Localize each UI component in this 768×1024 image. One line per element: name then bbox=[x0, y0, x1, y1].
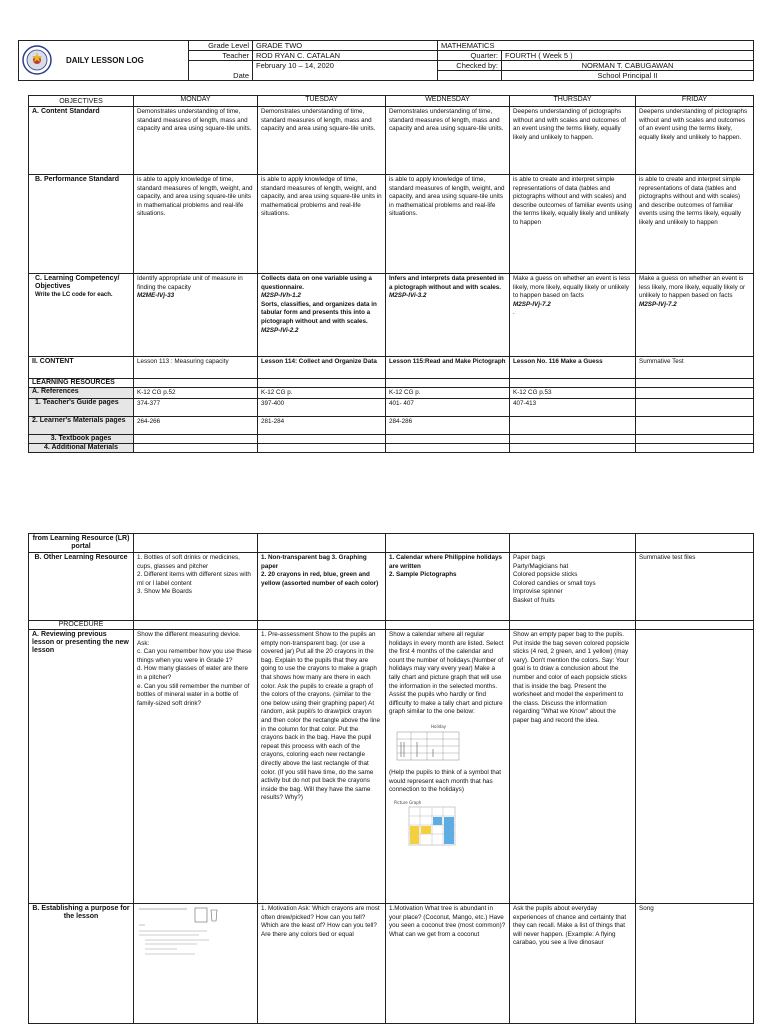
performance-standard-tue: is able to apply knowledge of time, standard measures of length, weight, and capacity, and area using square-tile units in mathematical problems and real-life situations. bbox=[258, 175, 386, 274]
teachers-guide-label: 1. Teacher's Guide pages bbox=[29, 399, 134, 417]
learning-resources-label: LEARNING RESOURCES bbox=[29, 379, 134, 388]
seal-cell bbox=[19, 41, 189, 81]
reviewing-wed-2: (Help the pupils to think of a symbol that would represent each month that has connection to the holidays) bbox=[389, 768, 502, 794]
date-label: Date bbox=[189, 61, 253, 81]
other-fri: Summative test files bbox=[636, 553, 754, 621]
quarter-label: Quarter: bbox=[438, 51, 502, 61]
lesson-table-top bbox=[28, 95, 754, 453]
grade-level-value: GRADE TWO bbox=[253, 41, 438, 51]
measuring-devices-image bbox=[137, 905, 227, 963]
quarter-value: FOURTH ( Week 5 ) bbox=[502, 51, 754, 61]
day-tuesday: TUESDAY bbox=[258, 96, 386, 107]
performance-standard-thu: is able to create and interpret simple representations of data (tables and pictographs without and with scales) and describe outcomes of familiar events using the terms likely, equally likely and unlikely to happen bbox=[510, 175, 636, 274]
competency-label: C. Learning Competency/ Objectives bbox=[35, 275, 120, 290]
procedure-label: PROCEDURE bbox=[29, 621, 134, 630]
teacher-value: ROD RYAN C. CATALAN bbox=[253, 51, 438, 61]
competency-tue-text: Collects data on one variable using a questionnaire. bbox=[261, 275, 372, 291]
establishing-tue: 1. Motivation Ask: Which crayons are most often drew/picked? How can you tell? Which are the least of? How can you tell? Are there any colors tied or equal bbox=[258, 904, 386, 1024]
tally-title: Holiday bbox=[431, 723, 447, 729]
references-label: A. References bbox=[29, 388, 134, 399]
content-thu: Lesson No. 116 Make a Guess bbox=[510, 357, 636, 379]
day-wednesday: WEDNESDAY bbox=[386, 96, 510, 107]
other-thu-3: Colored popsicle sticks bbox=[513, 571, 578, 579]
performance-standard-label: B. Performance Standard bbox=[29, 175, 134, 274]
other-wed-1: 1. Calendar where Philippine holidays are written bbox=[389, 554, 503, 570]
other-wed-2: 2. Sample Pictographs bbox=[389, 571, 457, 579]
reviewing-tue: 1. Pre-assessment Show to the pupils an empty non-transparent bag. (or use a covered jar) Put all the 20 crayons in the bag. Explain to the pupils that they are going to use the crayons to make a graph that shows how many are there in each color. Ask the pupils to create a graph of the colors of the crayons. (similar to the one below using their graphing paper) At random, ask pupil/s to draw/pick crayon and then color the rectangle above the line in the column for that color. Put the crayons back in the bag. Have the pupil repeat this process with each of the crayons, coloring each new rectangle directly above the last rectangle of that color. (If you still have time, do the same activity but do not put back the crayons inside the bag. Will they have the same results? Why?) bbox=[258, 630, 386, 904]
competency-fri-code: M2SP-IVj-7.2 bbox=[639, 300, 677, 308]
lm-wed: 284-286 bbox=[386, 417, 510, 435]
content-label: II. CONTENT bbox=[29, 357, 134, 379]
teacher-label: Teacher bbox=[189, 51, 253, 61]
textbook-label: 3. Textbook pages bbox=[29, 435, 134, 444]
references-mon: K-12 CG p.52 bbox=[134, 388, 258, 399]
references-thu: K-12 CG p.53 bbox=[510, 388, 636, 399]
competency-mon-code: M2ME-IVj-33 bbox=[137, 292, 175, 300]
reviewing-label: A. Reviewing previous lesson or presenting the new lesson bbox=[29, 630, 134, 904]
lm-tue: 281-284 bbox=[258, 417, 386, 435]
reviewing-mon-2: c. Can you remember how you use these things when you were in Grade 1? bbox=[137, 648, 252, 664]
other-thu-4: Colored candies or small toys bbox=[513, 579, 596, 587]
content-mon: Lesson 113 : Measuring capacity bbox=[134, 357, 258, 379]
reviewing-mon-3: d. How many glasses of water are there in a pitcher? bbox=[137, 665, 248, 681]
performance-standard-wed: is able to apply knowledge of time, standard measures of length, weight, and capacity, and area using square-tile units in mathematical problems and real-life situations. bbox=[386, 175, 510, 274]
other-mon-3: 3. Show Me Boards bbox=[137, 588, 192, 596]
lm-thu bbox=[510, 417, 636, 435]
reviewing-mon-4: e. Can you still remember the number of bottles of mineral water in a bottle of family-sized soft drink? bbox=[137, 682, 250, 707]
tg-wed: 401- 407 bbox=[386, 399, 510, 417]
competency-thu-extra: . bbox=[513, 309, 515, 317]
content-standard-wed: Demonstrates understanding of time, standard measures of length, mass and capacity and area using square-tile units. bbox=[386, 107, 510, 175]
competency-tue-text2: Sorts, classifies, and organizes data in tabular form and presents this into a pictograph without and with scales. bbox=[261, 300, 377, 325]
picture-graph-image bbox=[391, 798, 463, 850]
other-tue-2: 2. 20 crayons in red, blue, green and yellow (assorted number of each color) bbox=[261, 571, 379, 587]
checker-name: NORMAN T. CABUGAWAN bbox=[502, 61, 754, 71]
tg-mon: 374-377 bbox=[134, 399, 258, 417]
other-thu-5: Improvise spinner bbox=[513, 588, 563, 596]
header-table bbox=[18, 40, 754, 81]
date-value: February 10 – 14, 2020 bbox=[253, 61, 438, 81]
learners-materials-label: 2. Learner's Materials pages bbox=[29, 417, 134, 435]
other-resources-label: B. Other Learning Resource bbox=[29, 553, 134, 621]
competency-tue-code2: M2SP-IVi-2.2 bbox=[261, 326, 299, 334]
content-standard-label: A. Content Standard bbox=[29, 107, 134, 175]
tg-thu: 407-413 bbox=[510, 399, 636, 417]
other-thu-1: Paper bags bbox=[513, 554, 546, 561]
lesson-table-bottom bbox=[28, 533, 754, 1024]
content-standard-thu: Deepens understanding of pictographs without and with scales and outcomes of an event using the terms likely, equally likely and unlikely to happen. bbox=[510, 107, 636, 175]
competency-thu-code: M2SP-IVj-7.2 bbox=[513, 300, 551, 308]
competency-wed-text: Infers and interprets data presented in a pictograph without and with scales. bbox=[389, 275, 504, 291]
reviewing-wed: Show a calendar where all regular holidays in every month are listed. Select the first 4 months of the calendar and count the number of holidays.(Number of holidays may vary every year) Make a tally chart and picture graph that will use the information in the selected months. Assist the pupils who hardly or find difficulty to make a tally chart and picture graph similar to the one below: bbox=[389, 631, 504, 716]
other-thu-6: Basket of fruits bbox=[513, 596, 555, 604]
lm-fri bbox=[636, 417, 754, 435]
performance-standard-mon: is able to apply knowledge of time, standard measures of length, weight, and capacity, and area using square-tile units in mathematical problems and real-life situations. bbox=[134, 175, 258, 274]
competency-note: Write the LC code for each. bbox=[35, 292, 113, 298]
establishing-thu: Ask the pupils about everyday experiences of chance and certainty that they can recall. Make a list of things that will never happen. (Example: A flying carabao, you see a live dinosaur bbox=[510, 904, 636, 1024]
other-tue-1: 1. Non-transparent bag 3. Graphing paper bbox=[261, 554, 367, 570]
other-thu-2: Party/Magicians hat bbox=[513, 562, 569, 570]
lm-mon: 264-266 bbox=[134, 417, 258, 435]
checker-title: School Principal II bbox=[502, 71, 754, 81]
competency-wed-code: M2SP-IVi-3.2 bbox=[389, 292, 427, 300]
establishing-label: B. Establishing a purpose for the lesson bbox=[29, 904, 134, 1024]
performance-standard-fri: is able to create and interpret simple representations of data (tables and pictographs without and with scales) and describe outcomes of familiar events using the terms likely, equally likely and unlikely to happen bbox=[636, 175, 754, 274]
competency-fri-text: Make a guess on whether an event is less likely, more likely, equally likely or unlikely to happen based on facts bbox=[639, 275, 746, 300]
subject-value: MATHEMATICS bbox=[438, 41, 754, 51]
day-thursday: THURSDAY bbox=[510, 96, 636, 107]
reviewing-fri bbox=[636, 630, 754, 904]
objectives-header: OBJECTIVES bbox=[29, 96, 134, 107]
reviewing-thu: Show an empty paper bag to the pupils. Put inside the bag seven colored popsicle sticks (4 red, 2 green, and 1 yellow) (may vary). Don't mention the colors. Say: Your goal is to draw a conclusion about the number and color of each popsicle sticks that is inside the bag. Present the worksheet and model the experiment to the class. Discuss the information regarding "What we Know" about the paper bag and record the idea. bbox=[510, 630, 636, 904]
competency-tue-code: M2SP-IVh-1.2 bbox=[261, 292, 301, 300]
references-fri bbox=[636, 388, 754, 399]
day-friday: FRIDAY bbox=[636, 96, 754, 107]
content-standard-tue: Demonstrates understanding of time, standard measures of length, mass and capacity and area using square-tile units. bbox=[258, 107, 386, 175]
content-fri: Summative Test bbox=[636, 357, 754, 379]
content-wed: Lesson 115:Read and Make Pictograph bbox=[386, 357, 510, 379]
competency-mon-text: Identify appropriate unit of measure in finding the capacity bbox=[137, 275, 243, 291]
establishing-fri: Song bbox=[636, 904, 754, 1024]
other-mon-2: 2. Different items with different sizes with ml or l label content bbox=[137, 571, 251, 587]
day-monday: MONDAY bbox=[134, 96, 258, 107]
log-title: DAILY LESSON LOG bbox=[66, 56, 144, 65]
checked-blank bbox=[438, 71, 502, 81]
establishing-wed: 1.Motivation What tree is abundant in your place? (Coconut, Mango, etc.) Have you seen a coconut tree (most common)? What can we get from a coconut bbox=[386, 904, 510, 1024]
content-standard-fri: Deepens understanding of pictographs without and with scales and outcomes of an event using the terms likely, equally likely and unlikely to happen. bbox=[636, 107, 754, 175]
checked-by-label: Checked by: bbox=[438, 61, 502, 71]
other-mon-1: 1. Bottles of soft drinks or medicines, cups, glasses and pitcher bbox=[137, 554, 240, 570]
lr-portal-label: from Learning Resource (LR) portal bbox=[29, 534, 134, 553]
content-tue: Lesson 114: Collect and Organize Data bbox=[258, 357, 386, 379]
tg-tue: 397-400 bbox=[258, 399, 386, 417]
references-tue: K-12 CG p. bbox=[258, 388, 386, 399]
reviewing-mon-1: Show the different measuring device. Ask: bbox=[137, 631, 241, 647]
picture-graph-title: Picture Graph bbox=[394, 799, 422, 805]
references-wed: K-12 CG p. bbox=[386, 388, 510, 399]
content-standard-mon: Demonstrates understanding of time, standard measures of length, mass and capacity and area using square-tile units. bbox=[134, 107, 258, 175]
competency-thu-text: Make a guess on whether an event is less likely, more likely, equally likely or unlikely to happen based on facts bbox=[513, 275, 631, 300]
grade-level-label: Grade Level bbox=[189, 41, 253, 51]
tally-chart-image bbox=[391, 720, 463, 766]
tg-fri bbox=[636, 399, 754, 417]
additional-materials-label: 4. Additional Materials bbox=[29, 444, 134, 453]
